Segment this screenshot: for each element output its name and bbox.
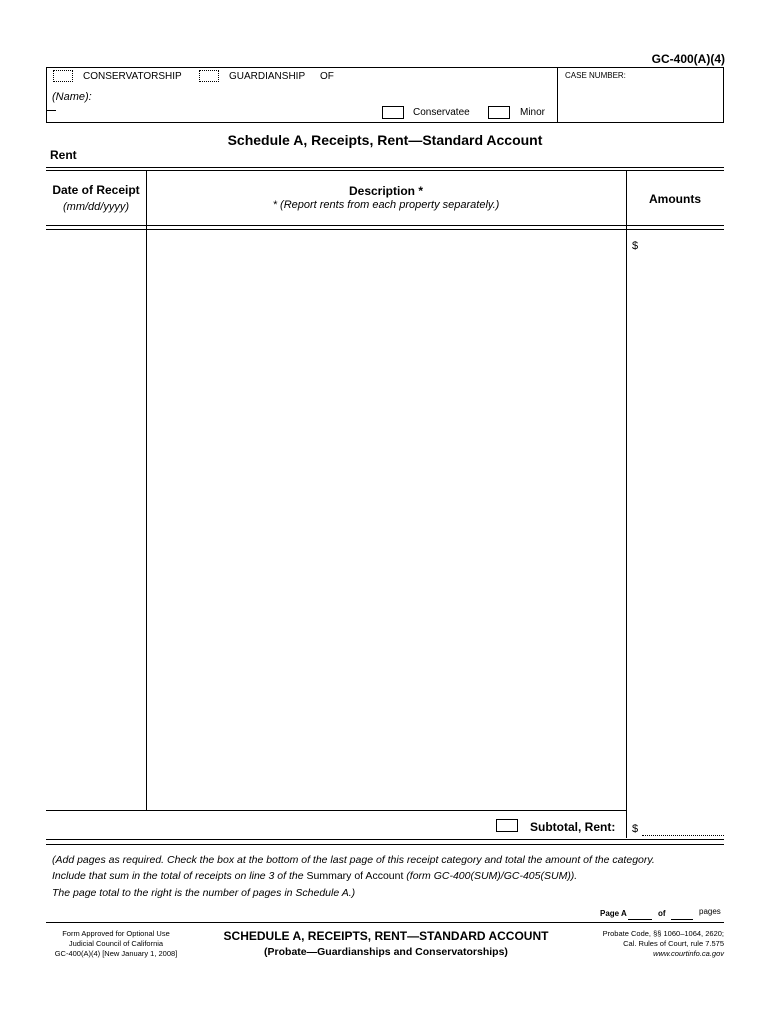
footer-right-line-2: Cal. Rules of Court, rule 7.575	[623, 939, 724, 948]
page-number-field[interactable]	[628, 909, 652, 920]
footer-right	[560, 929, 724, 959]
instructions-line-2-a: Include that sum in the total of receipts on line 3 of the	[52, 870, 307, 882]
conservatorship-label: CONSERVATORSHIP	[83, 71, 182, 82]
footer-right-line-1: Probate Code, §§ 1060–1064, 2620;	[602, 929, 724, 938]
instructions-line-2-b: Summary of Account	[306, 870, 407, 882]
subtotal-rule	[46, 839, 724, 840]
last-page-checkbox[interactable]	[496, 819, 518, 832]
date-header: Date of Receipt	[52, 183, 140, 197]
footer-title: SCHEDULE A, RECEIPTS, RENT—STANDARD ACCOUNT	[223, 929, 549, 943]
page-of-label: of	[658, 909, 666, 918]
subtotal-amount-field[interactable]	[642, 822, 724, 836]
footer-left	[46, 929, 186, 959]
table-top-rule-2	[46, 170, 724, 171]
footer-rule	[46, 922, 724, 923]
case-number-label: CASE NUMBER:	[565, 71, 626, 80]
footer-left-line-2: Judicial Council of California	[68, 939, 164, 948]
table-top-rule	[46, 167, 724, 168]
amount-column-divider	[626, 170, 627, 838]
subtotal-label: Subtotal, Rent:	[530, 820, 616, 834]
name-tick	[46, 110, 56, 111]
header-bottom-rule-2	[46, 229, 724, 230]
subtotal-rule-2	[46, 844, 724, 845]
amount-entries-field[interactable]	[642, 236, 722, 808]
footer-right-line-3[interactable]: www.courtinfo.ca.gov	[653, 949, 724, 958]
date-column-divider	[146, 170, 147, 810]
instructions-line-2-c: (form GC-400(SUM)/GC-405(SUM)).	[406, 870, 578, 882]
guardianship-checkbox[interactable]	[199, 70, 219, 82]
conservatee-checkbox[interactable]	[382, 106, 404, 119]
pages-label: pages	[699, 907, 721, 916]
total-pages-field[interactable]	[671, 909, 693, 920]
subtotal-dollar-sign: $	[632, 823, 639, 835]
case-number-field[interactable]	[565, 82, 715, 116]
of-label: OF	[320, 71, 334, 82]
footer-subtitle: (Probate—Guardianships and Conservatorships)	[264, 946, 508, 958]
description-entries-field[interactable]	[149, 232, 624, 808]
amount-dollar-sign: $	[632, 240, 639, 252]
page-label: Page A	[600, 909, 627, 918]
instructions-line-2	[52, 870, 577, 882]
section-label: Rent	[50, 148, 77, 162]
minor-label: Minor	[520, 107, 546, 118]
conservatee-label: Conservatee	[413, 107, 470, 118]
schedule-title: Schedule A, Receipts, Rent—Standard Account	[227, 132, 543, 148]
date-entries-field[interactable]	[48, 232, 144, 808]
body-bottom-rule	[46, 810, 626, 811]
amounts-header: Amounts	[649, 192, 701, 206]
guardianship-label: GUARDIANSHIP	[229, 71, 306, 82]
header-bottom-rule	[46, 225, 724, 226]
minor-checkbox[interactable]	[488, 106, 510, 119]
footer-left-line-3: GC-400(A)(4) [New January 1, 2008]	[54, 949, 178, 958]
description-header: Description *	[348, 184, 423, 198]
footer-left-line-1: Form Approved for Optional Use	[62, 929, 170, 938]
conservatorship-checkbox[interactable]	[53, 70, 73, 82]
description-note: * (Report rents from each property separately.)	[272, 199, 500, 211]
date-format: (mm/dd/yyyy)	[63, 201, 129, 213]
name-field[interactable]	[100, 88, 550, 104]
form-id: GC-400(A)(4)	[651, 52, 725, 66]
caption-divider	[557, 67, 558, 123]
instructions-line-3: The page total to the right is the number of pages in Schedule A.)	[52, 887, 356, 899]
instructions-line-1: (Add pages as required. Check the box at the bottom of the last page of this receipt category and total the amount of the category.	[52, 854, 655, 866]
name-label: (Name):	[52, 91, 92, 103]
